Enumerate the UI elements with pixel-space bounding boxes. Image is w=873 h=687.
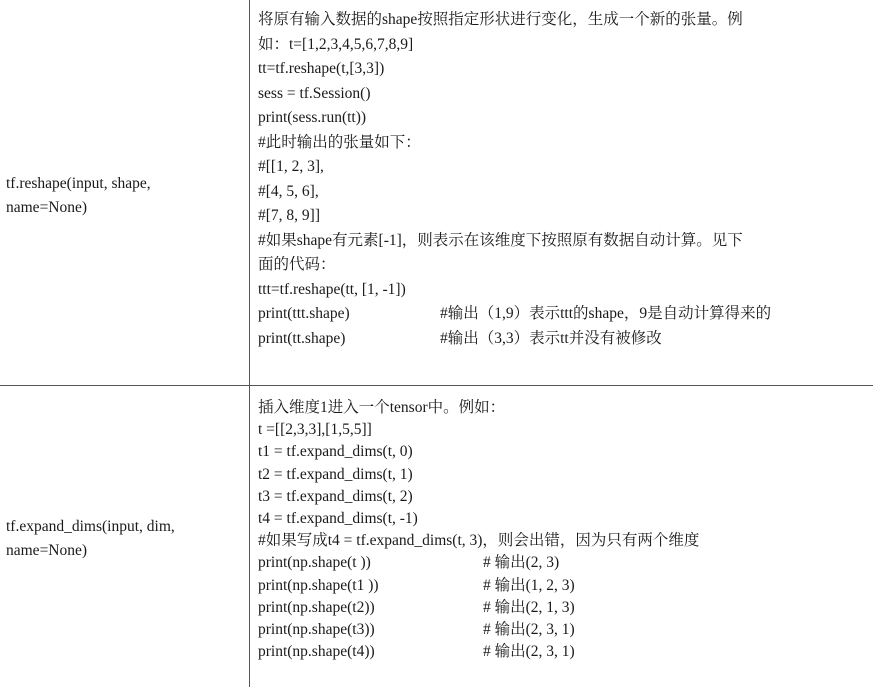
code-comment-pair [258, 302, 867, 327]
code-comment-pair [258, 619, 867, 641]
comment-line: #[4, 5, 6], [258, 182, 319, 200]
output-comment: # 输出(1, 2, 3) [483, 576, 575, 594]
output-comment: #输出（3,3）表示tt并没有被修改 [440, 329, 662, 347]
function-signature [6, 172, 151, 220]
code-text: print(np.shape(t2)) [258, 598, 375, 616]
comment-line: #如果写成t4 = tf.expand_dims(t, 3)，则会出错，因为只有两个维度 [258, 532, 700, 550]
code-line: t1 = tf.expand_dims(t, 0) [258, 443, 413, 461]
function-signature-line: tf.expand_dims(input, dim, [6, 518, 175, 535]
code-line: tt=tf.reshape(t,[3,3]) [258, 60, 385, 77]
code-text: print(ttt.shape) [258, 305, 350, 322]
code-line: t =[[2,3,3],[1,5,5]] [258, 421, 372, 439]
code-text: print(np.shape(t1 )) [258, 576, 379, 594]
code-line: t3 = tf.expand_dims(t, 2) [258, 487, 413, 505]
comment-line: #[7, 8, 9]] [258, 207, 320, 224]
output-comment: #输出（1,9）表示ttt的shape，9是自动计算得来的 [440, 305, 772, 322]
code-comment-pair [258, 641, 867, 663]
output-comment: # 输出(2, 3) [483, 554, 560, 572]
function-signature-line: tf.reshape(input, shape, [6, 175, 151, 192]
comment-line: #此时输出的张量如下： [258, 133, 421, 151]
output-comment: # 输出(2, 3, 1) [483, 620, 575, 638]
code-text: print(tt.shape) [258, 329, 346, 347]
table-row-expand-dims [0, 385, 873, 687]
comment-line: #[[1, 2, 3], [258, 158, 324, 175]
code-comment-pair [258, 575, 867, 597]
code-line: ttt=tf.reshape(tt, [1, -1]) [258, 280, 406, 298]
function-description [258, 397, 867, 663]
function-signature-line: name=None) [6, 199, 88, 216]
function-signature-line: name=None) [6, 542, 88, 559]
function-description [258, 8, 867, 351]
output-comment: # 输出(2, 3, 1) [483, 643, 575, 661]
code-line: t4 = tf.expand_dims(t, -1) [258, 509, 418, 527]
function-signature [6, 515, 175, 563]
code-line: print(sess.run(tt)) [258, 109, 367, 126]
code-line: t2 = tf.expand_dims(t, 1) [258, 465, 413, 483]
output-comment: # 输出(2, 1, 3) [483, 598, 575, 616]
description-line: 将原有输入数据的shape按照指定形状进行变化，生成一个新的张量。例 [258, 11, 743, 28]
description-line: 面的代码： [258, 256, 336, 273]
code-comment-pair [258, 552, 867, 574]
code-line: sess = tf.Session() [258, 84, 371, 102]
code-comment-pair [258, 327, 867, 352]
description-line: 如：t=[1,2,3,4,5,6,7,8,9] [258, 35, 414, 53]
description-line: 插入维度1进入一个tensor中。例如： [258, 399, 506, 416]
code-text: print(np.shape(t3)) [258, 620, 375, 638]
code-text: print(np.shape(t )) [258, 554, 371, 572]
code-text: print(np.shape(t4)) [258, 643, 375, 661]
code-comment-pair [258, 597, 867, 619]
comment-line: #如果shape有元素[-1]，则表示在该维度下按照原有数据自动计算。见下 [258, 231, 743, 249]
